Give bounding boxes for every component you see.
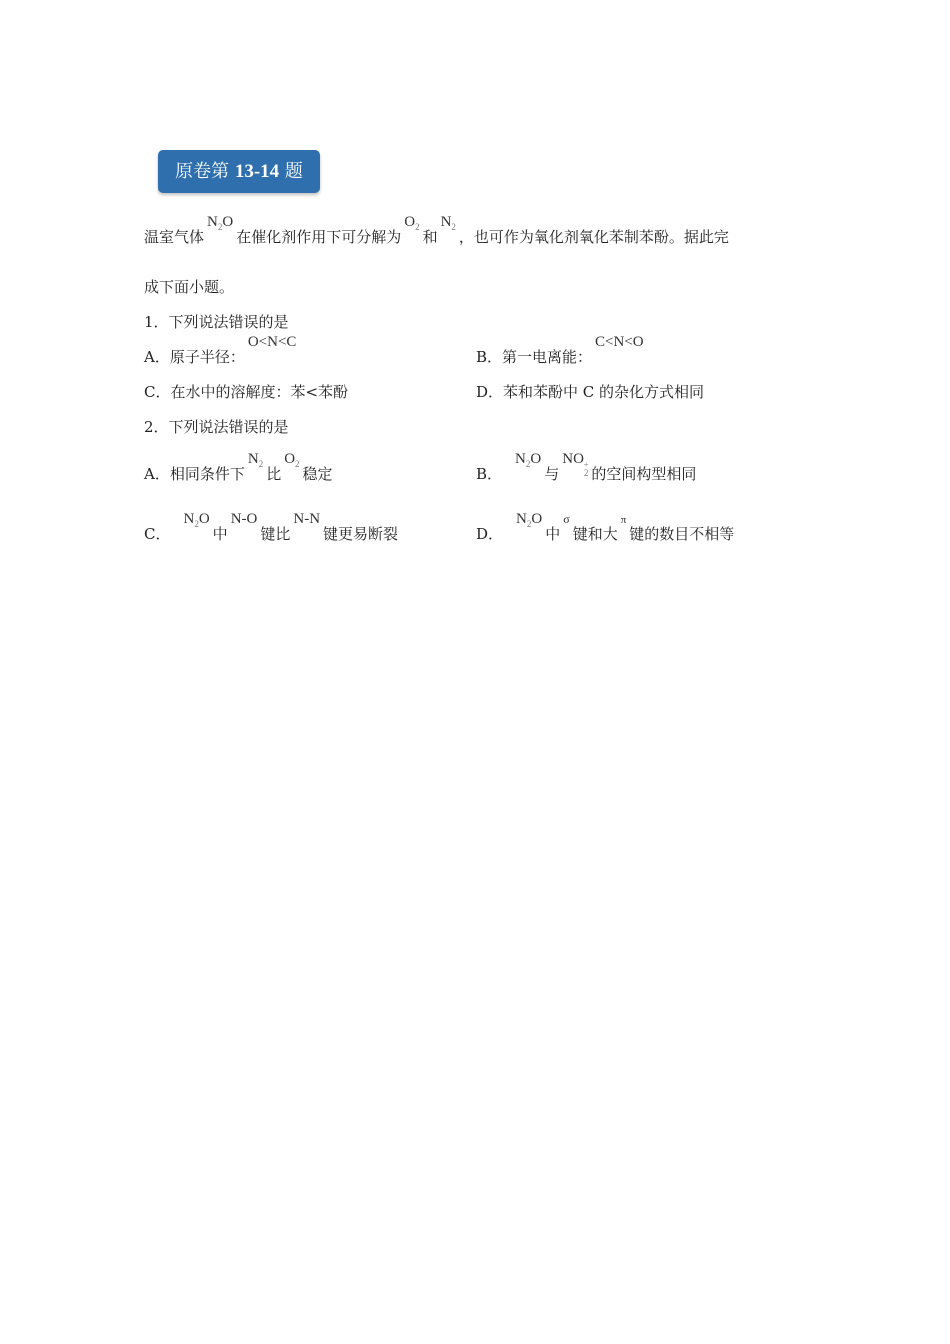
formula: C<N<O — [595, 334, 644, 350]
option-label: B．第一电离能： — [476, 348, 593, 366]
q1-option-d: D．苯和苯酚中 C 的杂化方式相同 — [476, 383, 705, 401]
option-text: 比 — [266, 465, 282, 483]
formula-n2o: $N_2O$ — [183, 511, 210, 529]
option-label: B． — [476, 465, 503, 483]
question-2-stem: 2．下列说法错误的是 — [144, 418, 289, 436]
q2-option-d — [476, 511, 735, 545]
section-badge — [158, 150, 320, 193]
question-1-stem: 1．下列说法错误的是 — [144, 313, 289, 331]
q2-option-c — [144, 511, 399, 545]
formula-o2: $O_2$ — [404, 214, 420, 232]
formula-n2: $N_2$ — [247, 451, 264, 469]
formula-no2-plus: NO + 2 — [562, 451, 589, 478]
intro-line-2 — [144, 276, 234, 297]
intro-text: 在催化剂作用下可分解为 — [236, 228, 402, 246]
pi-symbol: π — [620, 514, 627, 526]
badge-suffix: 题 — [279, 161, 303, 182]
option-label: A．相同条件下 — [144, 465, 245, 483]
option-text: 键比 — [260, 525, 291, 543]
q2-option-b — [476, 451, 697, 493]
option-text: 键的数目不相等 — [629, 525, 735, 543]
option-label: A．原子半径： — [144, 348, 245, 366]
badge-prefix: 原卷第 — [175, 161, 235, 182]
q1-option-c: C．在水中的溶解度：苯<苯酚 — [144, 383, 349, 401]
intro-text: 成下面小题。 — [144, 278, 235, 296]
intro-text: 温室气体 — [144, 228, 205, 246]
bond-n-n: N-N — [293, 511, 321, 527]
intro-line-1 — [144, 214, 729, 248]
q1-option-b — [476, 334, 647, 367]
option-text: 键更易断裂 — [323, 525, 399, 543]
formula-n2o: $N_2O$ — [516, 511, 543, 529]
option-label: C． — [144, 525, 171, 543]
option-text: 中 — [212, 525, 228, 543]
sigma-symbol: σ — [563, 512, 570, 526]
formula-n2o: $N_2O$ — [515, 451, 542, 469]
q2-option-a — [144, 451, 333, 485]
option-text: 中 — [545, 525, 561, 543]
option-text: 稳定 — [302, 465, 333, 483]
formula-n2: $N_2$ — [440, 214, 456, 232]
intro-text: ，也可作为氧化剂氧化苯制苯酚。据此完 — [458, 228, 729, 246]
formula-n2o: $N_2O$ — [207, 214, 234, 232]
option-text: 的空间构型相同 — [591, 465, 697, 483]
bond-n-o: N-O — [230, 511, 258, 527]
badge-number: 13-14 — [234, 161, 280, 182]
formula-o2: $O_2$ — [284, 451, 300, 469]
q1-option-a — [144, 334, 299, 367]
option-label: D． — [476, 525, 504, 543]
formula: O<N<C — [247, 334, 297, 350]
intro-text: 和 — [422, 228, 438, 246]
option-text: 键和大 — [572, 525, 618, 543]
option-text: 与 — [544, 465, 560, 483]
